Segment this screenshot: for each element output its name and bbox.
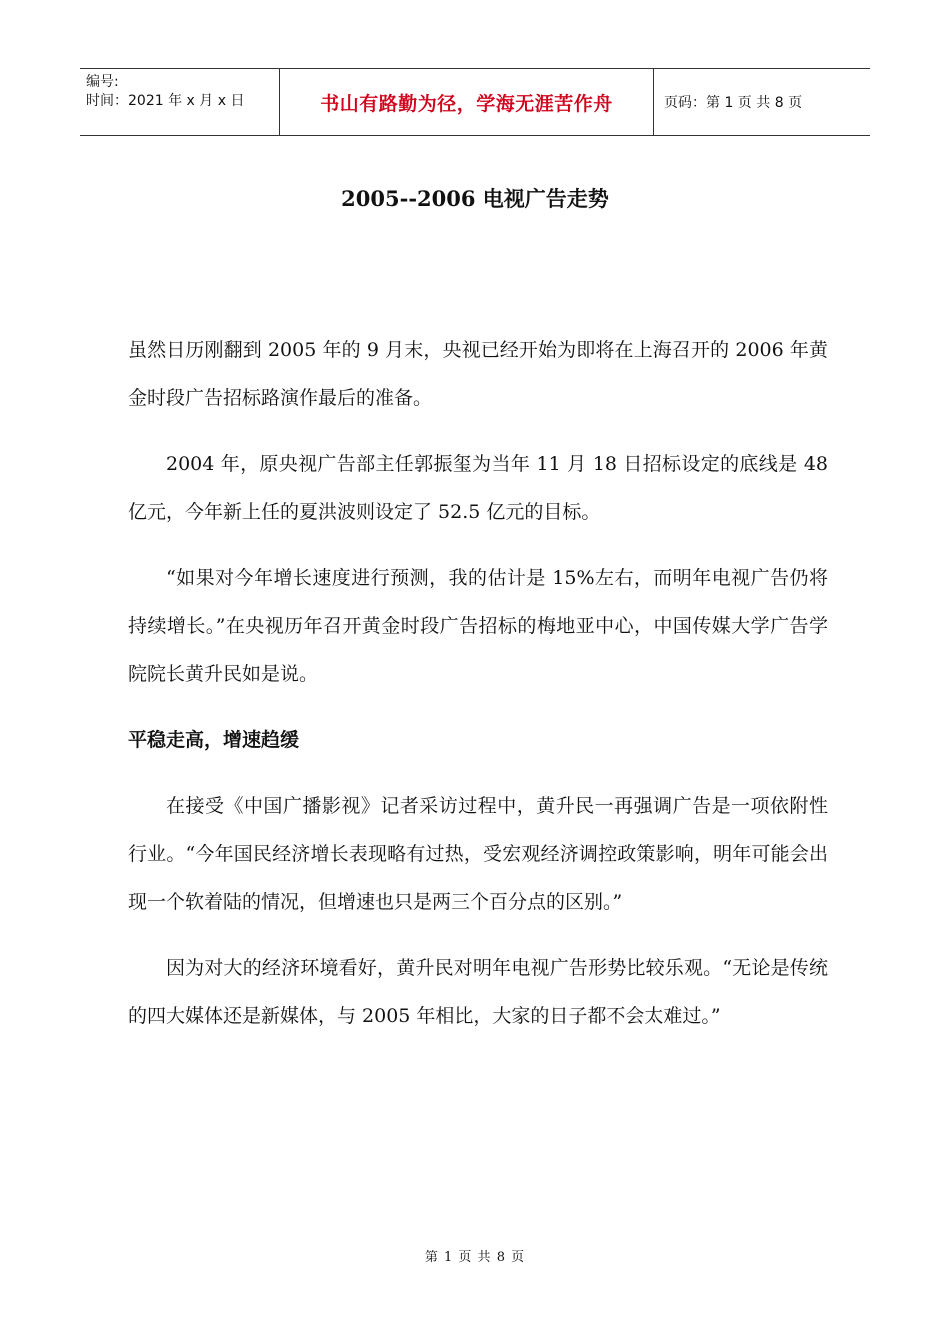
paragraph: 2004 年，原央视广告部主任郭振玺为当年 11 月 18 日招标设定的底线是 48 亿元，今年新上任的夏洪波则设定了 52.5 亿元的目标。 [128, 453, 828, 523]
document-body [128, 326, 828, 1058]
time-label: 时间：2021 年 x 月 x 日 [86, 93, 245, 109]
header-meta-cell [80, 69, 280, 135]
header-table [80, 68, 870, 136]
serial-number-label: 编号: [86, 74, 119, 90]
header-page-code: 页码：第 1 页 共 8 页 [664, 95, 803, 111]
paragraph: 虽然日历刚翻到 2005 年的 9 月末，央视已经开始为即将在上海召开的 2006 年黄金时段广告招标路演作最后的准备。 [128, 339, 828, 409]
header-motto: 书山有路勤为径，学海无涯苦作舟 [280, 69, 654, 135]
section-heading: 平稳走高，增速趋缓 [128, 729, 300, 751]
document-title: 2005--2006 电视广告走势 [341, 186, 609, 211]
paragraph: “如果对今年增长速度进行预测，我的估计是 15%左右，而明年电视广告仍将持续增长。”在央视历年召开黄金时段广告招标的梅地亚中心，中国传媒大学广告学院院长黄升民如是说。 [128, 567, 828, 685]
paragraph: 在接受《中国广播影视》记者采访过程中，黄升民一再强调广告是一项依附性行业。“今年国民经济增长表现略有过热，受宏观经济调控政策影响，明年可能会出现一个软着陆的情况，但增速也只是两三个百分点的区别。” [128, 795, 828, 913]
footer-page-indicator: 第 1 页 共 8 页 [424, 1250, 526, 1265]
paragraph: 因为对大的经济环境看好，黄升民对明年电视广告形势比较乐观。“无论是传统的四大媒体还是新媒体，与 2005 年相比，大家的日子都不会太难过。” [128, 957, 828, 1027]
